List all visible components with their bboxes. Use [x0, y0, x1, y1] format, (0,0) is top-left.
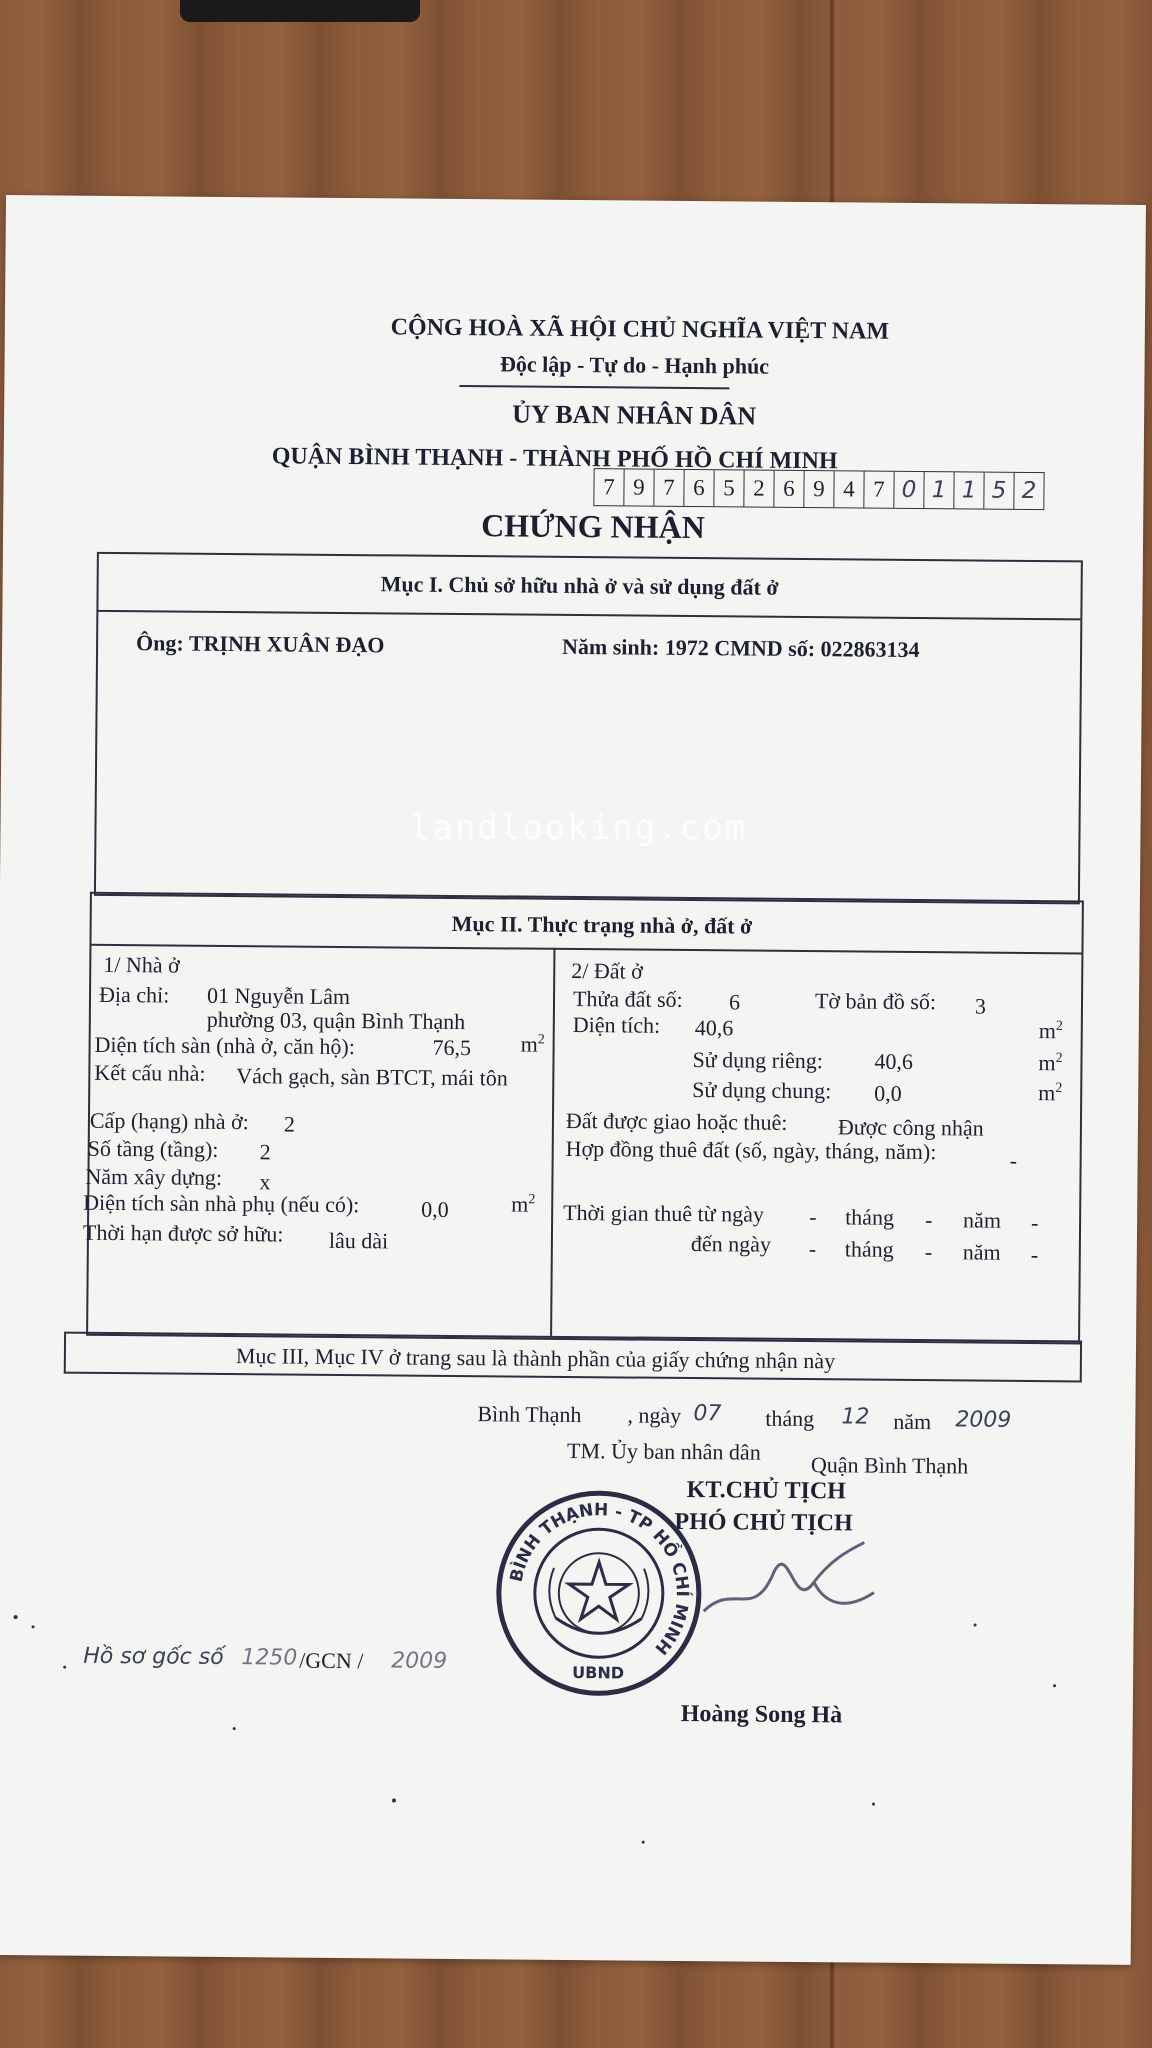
issue-month-value: 12 — [841, 1404, 870, 1430]
address-line2: phường 03, quận Bình Thạnh — [206, 1006, 466, 1035]
unit-m: m — [520, 1031, 538, 1057]
house-title: 1/ Nhà ở — [103, 951, 180, 978]
grade-value: 2 — [283, 1111, 296, 1137]
serial-digit: 5 — [984, 473, 1014, 509]
svg-text:BÌNH THẠNH - TP HỒ CHÍ MINH: BÌNH THẠNH - TP HỒ CHÍ MINH — [506, 1500, 693, 1659]
issue-day-label: , ngày — [627, 1402, 682, 1428]
footer-note: Mục III, Mục IV ở trang sau là thành phần của giấy chứng nhận này — [235, 1343, 836, 1374]
svg-text:UBND: UBND — [572, 1663, 625, 1683]
map-sheet-label: Tờ bản đồ số: — [814, 988, 937, 1015]
serial-digit: 6 — [684, 470, 714, 506]
unit-exp: 2 — [537, 1032, 545, 1048]
serial-digit: 6 — [774, 471, 804, 507]
issue-month-label: tháng — [765, 1405, 815, 1432]
unit-exp: 2 — [528, 1192, 536, 1208]
sign-title-1: KT.CHỦ TỊCH — [686, 1477, 846, 1505]
owner-name: Ông: TRỊNH XUÂN ĐẠO — [136, 630, 385, 658]
unit-m: m — [1038, 1050, 1056, 1076]
speck — [14, 1615, 18, 1619]
allocation-label: Đất được giao hoặc thuê: — [565, 1107, 788, 1135]
grade-label: Cấp (hạng) nhà ở: — [89, 1107, 249, 1135]
district-heading: QUẬN BÌNH THẠNH - THÀNH PHỐ HỒ CHÍ MINH — [271, 443, 838, 475]
sign-title-2: PHÓ CHỦ TỊCH — [674, 1508, 853, 1537]
handwritten-signature — [694, 1521, 895, 1633]
lease-to-label: đến ngày — [690, 1231, 772, 1257]
speck — [872, 1803, 875, 1806]
serial-digit: 2 — [744, 470, 774, 506]
section2-heading: Mục II. Thực trạng nhà ở, đất ở — [451, 910, 753, 939]
country-heading: CỘNG HOÀ XÃ HỘI CHỦ NGHĨA VIỆT NAM — [390, 314, 890, 345]
signer-name: Hoàng Song Hà — [680, 1700, 843, 1729]
official-seal-stamp — [493, 1487, 705, 1699]
issue-day-value: 07 — [693, 1401, 722, 1427]
floors-label: Số tầng (tầng): — [87, 1135, 219, 1162]
build-year-value: x — [259, 1169, 271, 1195]
file-number-mid: /GCN / — [299, 1647, 364, 1674]
lease-from-label: Thời gian thuê từ ngày — [563, 1199, 765, 1227]
serial-digit: 0 — [894, 472, 924, 508]
ownership-term-value: lâu dài — [328, 1227, 389, 1254]
speck — [974, 1624, 977, 1627]
structure-value: Vách gạch, sàn BTCT, mái tôn — [236, 1063, 508, 1091]
shared-use-value: 0,0 — [874, 1080, 902, 1106]
issue-year-label: năm — [893, 1408, 932, 1435]
address-label: Địa chỉ: — [98, 981, 170, 1008]
lease-contract-value: - — [1009, 1147, 1018, 1173]
serial-digit: 1 — [954, 472, 984, 508]
lease-from-month: - — [925, 1207, 933, 1233]
motto-underline — [459, 385, 729, 389]
aux-area-unit — [511, 1191, 535, 1217]
land-area-value: 40,6 — [694, 1015, 734, 1041]
speck — [233, 1727, 236, 1730]
lease-to-day: - — [808, 1236, 817, 1262]
issue-year-value: 2009 — [955, 1407, 1012, 1433]
certificate-paper — [0, 195, 1146, 1965]
floor-area-unit — [521, 1032, 545, 1058]
aux-area-label: Diện tích sàn nhà phụ (nếu có): — [83, 1189, 360, 1218]
lease-contract-label: Hợp đồng thuê đất (số, ngày, tháng, năm): — [565, 1135, 937, 1165]
floors-value: 2 — [259, 1139, 271, 1165]
floor-area-label: Diện tích sàn (nhà ở, căn hộ): — [94, 1031, 355, 1060]
serial-digit: 5 — [714, 470, 744, 506]
unit-m: m — [1038, 1080, 1056, 1106]
unit-exp: 2 — [1055, 1018, 1063, 1034]
parcel-value: 6 — [728, 989, 741, 1015]
unit-exp: 2 — [1055, 1080, 1063, 1096]
serial-digit: 7 — [594, 469, 624, 505]
structure-label: Kết cấu nhà: — [94, 1059, 206, 1086]
speck — [1053, 1684, 1056, 1687]
map-sheet-value: 3 — [974, 993, 987, 1019]
private-use-label: Sử dụng riêng: — [692, 1047, 824, 1074]
serial-digit: 9 — [804, 471, 834, 507]
address-line1: 01 Nguyễn Lâm — [206, 982, 351, 1010]
lease-from-day: - — [809, 1204, 817, 1230]
private-use-unit — [1038, 1050, 1062, 1076]
section1-heading: Mục I. Chủ sở hữu nhà ở và sử dụng đất ở — [380, 571, 779, 600]
serial-digit: 7 — [864, 472, 894, 508]
unit-exp: 2 — [1055, 1050, 1063, 1066]
serial-digit: 2 — [1021, 477, 1037, 505]
parcel-label: Thửa đất số: — [572, 986, 683, 1012]
section1-box — [94, 552, 1083, 905]
serial-digit: 9 — [624, 469, 654, 505]
shared-use-label: Sử dụng chung: — [692, 1077, 832, 1104]
owner-birth-id: Năm sinh: 1972 CMND số: 022863134 — [561, 633, 920, 663]
file-number-label: Hồ sơ gốc số — [83, 1643, 224, 1670]
land-area-label: Diện tích: — [572, 1012, 661, 1038]
floor-area-value: 76,5 — [432, 1034, 472, 1061]
build-year-label: Năm xây dựng: — [85, 1163, 223, 1190]
issue-place: Bình Thạnh — [477, 1401, 582, 1428]
dark-object-top-edge — [180, 0, 420, 22]
allocation-value: Được công nhận — [837, 1114, 984, 1141]
unit-m: m — [1038, 1018, 1057, 1044]
lease-to-month-label: tháng — [844, 1236, 894, 1262]
certificate-title: CHỨNG NHẬN — [481, 507, 705, 546]
lease-from-year-label: năm — [963, 1207, 1002, 1233]
file-number-year: 2009 — [391, 1648, 448, 1674]
unit-m: m — [511, 1191, 529, 1217]
speck — [642, 1841, 645, 1844]
lease-to-month: - — [924, 1239, 933, 1265]
speck — [32, 1625, 35, 1628]
private-use-value: 40,6 — [874, 1048, 914, 1074]
serial-digit: 1 — [924, 472, 954, 508]
aux-area-value: 0,0 — [421, 1196, 449, 1222]
lease-to-year-label: năm — [962, 1239, 1001, 1265]
land-area-unit — [1039, 1018, 1063, 1044]
lease-from-year: - — [1030, 1210, 1039, 1236]
speck — [392, 1798, 396, 1802]
national-motto: Độc lập - Tự do - Hạnh phúc — [499, 351, 770, 379]
serial-digit: 4 — [834, 471, 864, 507]
lease-to-year: - — [1030, 1242, 1039, 1268]
speck — [63, 1666, 66, 1669]
serial-digit: 7 — [654, 470, 684, 506]
org-line: TM. Ủy ban nhân dân — [566, 1437, 761, 1465]
committee-heading: ỦY BAN NHÂN DÂN — [512, 399, 757, 431]
shared-use-unit — [1038, 1080, 1062, 1106]
org-district: Quận Bình Thạnh — [810, 1452, 969, 1479]
serial-number-boxes — [593, 468, 1044, 510]
watermark-text: landlooking.com — [410, 808, 748, 848]
ownership-term-label: Thời hạn được sở hữu: — [82, 1219, 284, 1247]
land-title: 2/ Đất ở — [571, 957, 643, 984]
file-number-value: 1250 — [241, 1645, 298, 1671]
lease-from-month-label: tháng — [845, 1204, 895, 1230]
